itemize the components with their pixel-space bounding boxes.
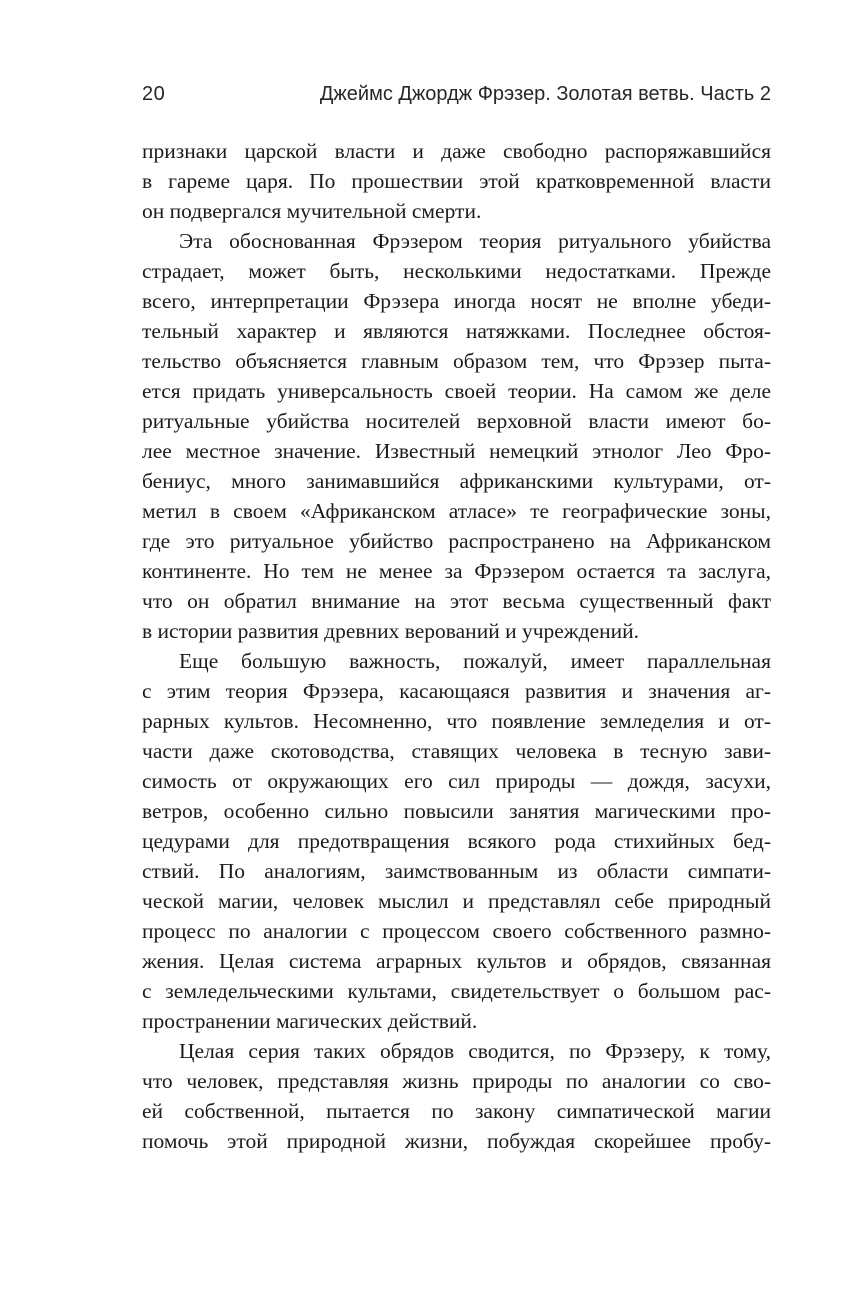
text-line: пространении магических действий. bbox=[142, 1009, 478, 1033]
text-line: где это ритуальное убийство распространено на Африканском bbox=[142, 529, 771, 553]
text-line: лее местное значение. Известный немецкий этнолог Лео Фро- bbox=[142, 439, 771, 463]
text-line: ритуальные убийства носителей верховной власти имеют бо- bbox=[142, 409, 771, 433]
text-line: симость от окружающих его сил природы — дождя, засухи, bbox=[142, 769, 771, 793]
text-line: помочь этой природной жизни, побуждая скорейшее пробу- bbox=[142, 1129, 771, 1153]
text-line: в истории развития древних верований и учреждений. bbox=[142, 619, 640, 643]
body-text bbox=[142, 136, 771, 1156]
text-line: части даже скотоводства, ставящих человека в тесную зави- bbox=[142, 739, 771, 763]
text-line: тельство объясняется главным образом тем, что Фрэзер пыта- bbox=[142, 349, 771, 373]
text-line: континенте. Но тем не менее за Фрэзером остается та заслуга, bbox=[142, 559, 771, 583]
text-line: что он обратил внимание на этот весьма существенный факт bbox=[142, 589, 771, 613]
text-line: Целая серия таких обрядов сводится, по Фрэзеру, к тому, bbox=[179, 1039, 771, 1063]
text-line: Еще большую важность, пожалуй, имеет параллельная bbox=[179, 649, 771, 673]
text-line: ветров, особенно сильно повысили занятия магическими про- bbox=[142, 799, 771, 823]
text-line: ется придать универсальность своей теории. На самом же деле bbox=[142, 379, 771, 403]
text-line: рарных культов. Несомненно, что появление земледелия и от- bbox=[142, 709, 771, 733]
text-line: метил в своем «Африканском атласе» те географические зоны, bbox=[142, 499, 771, 523]
text-line: с этим теория Фрэзера, касающаяся развития и значения аг- bbox=[142, 679, 771, 703]
text-line: в гареме царя. По прошествии этой кратковременной власти bbox=[142, 169, 771, 193]
text-line: всего, интерпретации Фрэзера иногда носят не вполне убеди- bbox=[142, 289, 771, 313]
text-line: жения. Целая система аграрных культов и обрядов, связанная bbox=[142, 949, 771, 973]
paragraph bbox=[142, 226, 771, 646]
text-line: ческой магии, человек мыслил и представлял себе природный bbox=[142, 889, 771, 913]
text-line: процесс по аналогии с процессом своего собственного размно- bbox=[142, 919, 771, 943]
paragraph bbox=[142, 646, 771, 1036]
paragraph bbox=[142, 136, 771, 226]
text-line: ей собственной, пытается по закону симпатической магии bbox=[142, 1099, 771, 1123]
text-line: что человек, представляя жизнь природы по аналогии со сво- bbox=[142, 1069, 771, 1093]
text-line: тельный характер и являются натяжками. Последнее обстоя- bbox=[142, 319, 771, 343]
text-line: он подвергался мучительной смерти. bbox=[142, 199, 482, 223]
text-line: признаки царской власти и даже свободно распоряжавшийся bbox=[142, 139, 771, 163]
text-line: ствий. По аналогиям, заимствованным из области симпати- bbox=[142, 859, 771, 883]
text-line: цедурами для предотвращения всякого рода стихийных бед- bbox=[142, 829, 771, 853]
page-number: 20 bbox=[142, 83, 166, 105]
text-line: бениус, много занимавшийся африканскими культурами, от- bbox=[142, 469, 771, 493]
text-line: с земледельческими культами, свидетельствует о большом рас- bbox=[142, 979, 771, 1003]
page-header bbox=[142, 82, 771, 106]
text-line: Эта обоснованная Фрэзером теория ритуального убийства bbox=[179, 229, 771, 253]
text-line: страдает, может быть, несколькими недостатками. Прежде bbox=[142, 259, 771, 283]
paragraph bbox=[142, 1036, 771, 1156]
running-title: Джеймс Джордж Фрэзер. Золотая ветвь. Часть 2 bbox=[319, 83, 771, 105]
